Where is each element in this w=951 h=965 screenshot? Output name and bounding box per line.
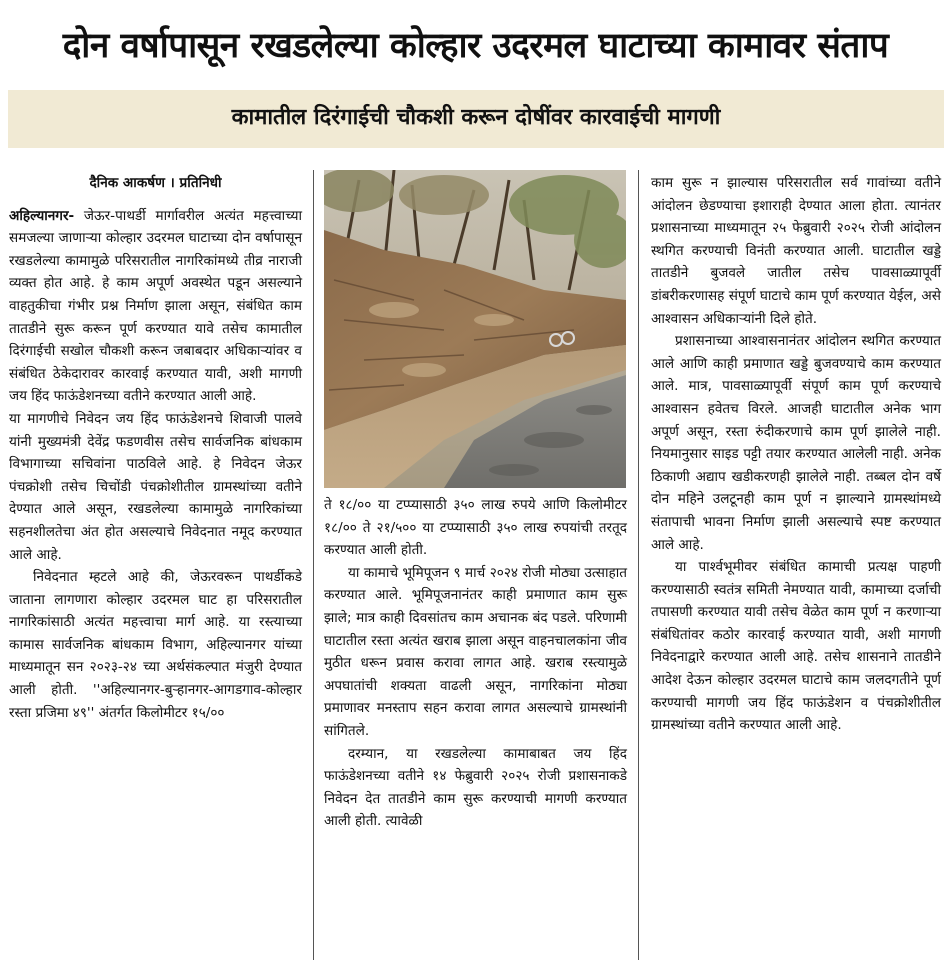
column-2 [324, 494, 627, 833]
paragraph: दरम्यान, या रखडलेल्या कामाबाबत जय हिंद फाऊंडेशनच्या वतीने १४ फेब्रुवारी २०२५ रोजी प्रशासनाकडे निवेदन देत तातडीने काम सुरू करण्याची मागणी करण्यात आली होती. त्यावेळी [324, 745, 627, 830]
paragraph: निवेदनात म्हटले आहे की, जेऊरवरून पाथर्डीकडे जाताना लागणारा कोल्हार उदरमल घाट हा परिसरातील नागरिकांसाठी अत्यंत महत्त्वाचा मार्ग आहे. या रस्त्याच्या कामास सार्वजनिक बांधकाम विभाग, अहिल्यानगर यांच्या माध्यमातून सन २०२३-२४ च्या अर्थसंकल्पात मंजुरी देण्यात आली होती. ''अहिल्यानगर-बुऱ्हानगर-आगडगाव-कोल्हार रस्ता प्रजिमा ४९'' अंतर्गत किलोमीटर १५/०० [9, 569, 302, 721]
column-3 [651, 172, 941, 737]
paragraph: काम सुरू न झाल्यास परिसरातील सर्व गावांच्या वतीने आंदोलन छेडण्याचा इशाराही देण्यात आला होता. त्यानंतर प्रशासनाच्या माध्यमातून २५ फेब्रुवारी २०२५ रोजी आंदोलन स्थगित करण्याची विनंती करण्यात आली. घाटातील खड्डे तातडीने बुजवले जातील तसेच पावसाळ्यापूर्वी डांबरीकरणासह संपूर्ण घाटाचे काम पूर्ण करण्यात येईल, असे आश्वासन अधिकाऱ्यांनी दिले होते. [651, 175, 941, 327]
paragraph: या पार्श्वभूमीवर संबंधित कामाची प्रत्यक्ष पाहणी करण्यासाठी स्वतंत्र समिती नेमण्यात यावी, कामाच्या दर्जाची तपासणी करण्यात यावी तसेच वेळेत काम पूर्ण न करणाऱ्या संबंधितांवर कठोर कारवाई करण्यात यावी, अशी मागणी निवेदनाद्वारे करण्यात आली आहे. तसेच शासनाने तातडीने आदेश देऊन कोल्हार उदरमल घाटाचे काम जलदगतीने पूर्ण करण्याची मागणी जय हिंद फाऊंडेशन व पंचक्रोशीतील ग्रामस्थांच्या वतीने करण्यात आली आहे. [651, 559, 941, 734]
headline: दोन वर्षापासून रखडलेल्या कोल्हार उदरमल घाटाच्या कामावर संताप [62, 26, 889, 66]
paragraph-text: जेऊर-पाथर्डी मार्गावरील अत्यंत महत्त्वाच्या समजल्या जाणाऱ्या कोल्हार उदरमल घाटाच्या दोन वर्षापासून रखडलेल्या कामामुळे परिसरातील नागरिकांमध्ये तीव्र नाराजी व्यक्त होत आहे. हे काम अपूर्ण अवस्थेत पडून असल्याने वाहतुकीचा गंभीर प्रश्न निर्माण झाला असून, संबंधित काम तातडीने सुरू करून पूर्ण करण्यात यावे तसेच कामातील दिरंगाईची सखोल चौकशी करून जबाबदार अधिकाऱ्यांवर व संबंधित ठेकेदारावर कारवाई करण्यात यावी, अशी मागणी जय हिंद फाऊंडेशनच्या वतीने करण्यात आली आहे. [9, 207, 302, 405]
dateline: अहिल्यानगर- [9, 207, 75, 224]
byline: दैनिक आकर्षण । प्रतिनिधी [89, 175, 222, 191]
subheadline: कामातील दिरंगाईची चौकशी करून दोषींवर कारवाईची मागणी [231, 105, 721, 130]
column-divider-1 [313, 170, 314, 960]
column-1 [9, 172, 302, 724]
paragraph: ते १८/०० या टप्प्यासाठी ३५० लाख रुपये आणि किलोमीटर १८/०० ते २१/५०० या टप्प्यासाठी ३५० लाख रुपयांची तरतूद करण्यात आली होती. [324, 497, 627, 559]
paragraph: या मागणीचे निवेदन जय हिंद फाऊंडेशनचे शिवाजी पालवे यांनी मुख्यमंत्री देवेंद्र फडणवीस तसेच सार्वजनिक बांधकाम विभागाच्या सचिवांना पाठविले आहे. हे निवेदन जेऊर पंचक्रोशी तसेच चिचोंडी पंचक्रोशीतील ग्रामस्थांच्या वतीने देण्यात आले असून, रखडलेल्या कामामुळे नागरिकांच्या सहनशीलतेचा अंत होत असल्याचे निवेदनात नमूद करण्यात आले आहे. [9, 410, 302, 563]
subheadline-band [8, 90, 944, 148]
column-divider-2 [638, 170, 639, 960]
road-photo [324, 170, 626, 488]
paragraph: प्रशासनाच्या आश्वासनानंतर आंदोलन स्थगित करण्यात आले आणि काही प्रमाणात खड्डे बुजवण्याचे काम करण्यात आले. मात्र, पावसाळ्यापूर्वी संपूर्ण काम पूर्ण करण्याचे आश्वासन हवेतच विरले. आजही घाटातील अनेक भाग अपूर्ण असून, रस्ता रुंदीकरणाचे काम पूर्ण झालेले नाही. नियमानुसार साइड पट्टी तयार करण्यात आलेली नाही. अनेक ठिकाणी अद्याप खडीकरणही झालेले नाही. तब्बल दोन वर्षे दोन महिने उलटूनही काम पूर्ण न झाल्याने ग्रामस्थांमध्ये संतापाची भावना निर्माण झाली असल्याचे स्पष्ट करण्यात आले आहे. [651, 333, 941, 553]
paragraph: या कामाचे भूमिपूजन ९ मार्च २०२४ रोजी मोठ्या उत्साहात करण्यात आले. भूमिपूजनानंतर काही प्रमाणात काम सुरू झाले; मात्र काही दिवसांतच काम अचानक बंद पडले. परिणामी घाटातील रस्ता अत्यंत खराब झाला असून वाहनचालकांना जीव मुठीत धरून प्रवास करावा लागत आहे. खराब रस्त्यामुळे अपघातांची शक्यता वाढली असून, नागरिकांना मोठ्या प्रमाणावर मनस्ताप सहन करावा लागत असल्याचे ग्रामस्थांनी सांगितले. [324, 564, 627, 739]
paragraph [9, 205, 302, 408]
